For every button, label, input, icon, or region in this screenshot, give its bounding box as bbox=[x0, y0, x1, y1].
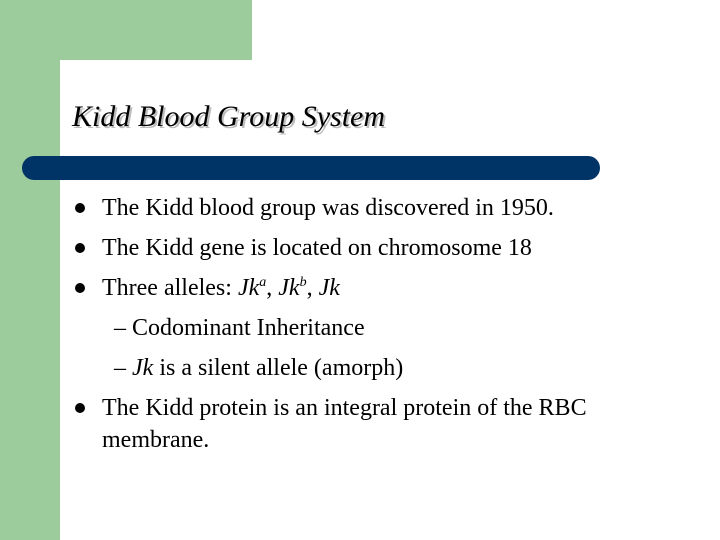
bullet-2-text: The Kidd gene is located on chromosome 18 bbox=[102, 235, 532, 261]
sub-bullet-2-rest: is a silent allele (amorph) bbox=[153, 355, 404, 381]
green-top-band bbox=[60, 0, 252, 60]
title-underline-bar bbox=[22, 156, 600, 180]
bullet-dot bbox=[75, 203, 85, 213]
separator: , bbox=[306, 275, 319, 301]
silent-allele-jk: Jk bbox=[132, 355, 154, 381]
bullet-4-text-line-1: The Kidd protein is an integral protein of the RBC bbox=[102, 395, 587, 421]
allele-superscript-a: a bbox=[259, 275, 267, 290]
sub-bullet-1-text: Codominant Inheritance bbox=[132, 315, 365, 341]
bullet-1-text: The Kidd blood group was discovered in 1950. bbox=[102, 195, 554, 221]
bullet-4-text-line-2: membrane. bbox=[102, 427, 210, 453]
allele-jk-b: Jk bbox=[278, 275, 300, 301]
bullet-dot bbox=[75, 243, 85, 253]
sub-bullet-dash: – bbox=[114, 315, 126, 341]
bullet-3-prefix: Three alleles: bbox=[102, 275, 238, 301]
allele-jk-a: Jk bbox=[237, 275, 260, 301]
sub-bullet-dash: – bbox=[114, 355, 126, 381]
bullet-3-text bbox=[102, 274, 340, 302]
green-side-band bbox=[0, 0, 60, 540]
separator: , bbox=[266, 275, 279, 301]
sub-bullet-2-text bbox=[132, 354, 403, 382]
slide-title: Kidd Blood Group System bbox=[72, 100, 386, 133]
allele-superscript-b: b bbox=[299, 275, 307, 290]
allele-jk-silent: Jk bbox=[318, 275, 340, 301]
bullet-dot bbox=[75, 403, 85, 413]
bullet-dot bbox=[75, 283, 85, 293]
